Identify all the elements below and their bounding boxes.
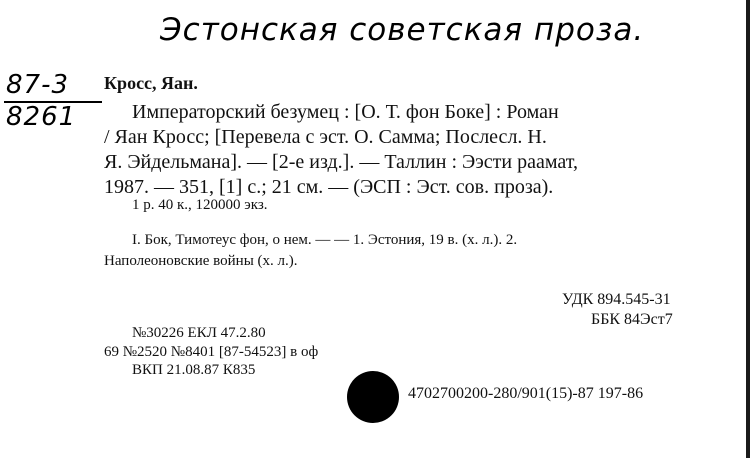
description-line-3: Я. Эйдельмана]. — [2-е изд.]. — Таллин : Ээсти раамат,	[104, 151, 578, 173]
subject-line-1: I. Бок, Тимотеус фон, о нем. — — 1. Эстония, 19 в. (х. л.). 2.	[132, 232, 518, 248]
author-heading: Кросс, Яан.	[104, 73, 198, 93]
card-edge	[746, 0, 750, 458]
number-line-3: ВКП 21.08.87 К835	[132, 362, 256, 378]
bbk-code: ББК 84Эст7	[591, 311, 673, 328]
description-line-1: Императорский безумец : [О. Т. фон Боке] : Роман	[132, 101, 559, 123]
call-number-top: 87-3	[6, 70, 70, 100]
handwritten-heading: Эстонская советская проза.	[160, 12, 645, 48]
punch-hole	[347, 371, 399, 423]
number-line-2: 69 №2520 №8401 [87-54523] в оф	[104, 344, 319, 360]
udk-code: УДК 894.545-31	[562, 291, 671, 308]
isbn-code: 4702700200-280/901(15)-87 197-86	[408, 385, 644, 402]
call-number-bottom: 8261	[6, 102, 77, 132]
number-line-1: №30226 ЕКЛ 47.2.80	[132, 325, 266, 341]
subject-line-2: Наполеоновские войны (х. л.).	[104, 253, 298, 269]
description-line-4: 1987. — 351, [1] с.; 21 см. — (ЭСП : Эст. сов. проза).	[104, 176, 554, 198]
description-line-2: / Яан Кросс; [Перевела с эст. О. Самма; Послесл. Н.	[104, 126, 547, 148]
price-run: 1 р. 40 к., 120000 экз.	[132, 197, 268, 213]
